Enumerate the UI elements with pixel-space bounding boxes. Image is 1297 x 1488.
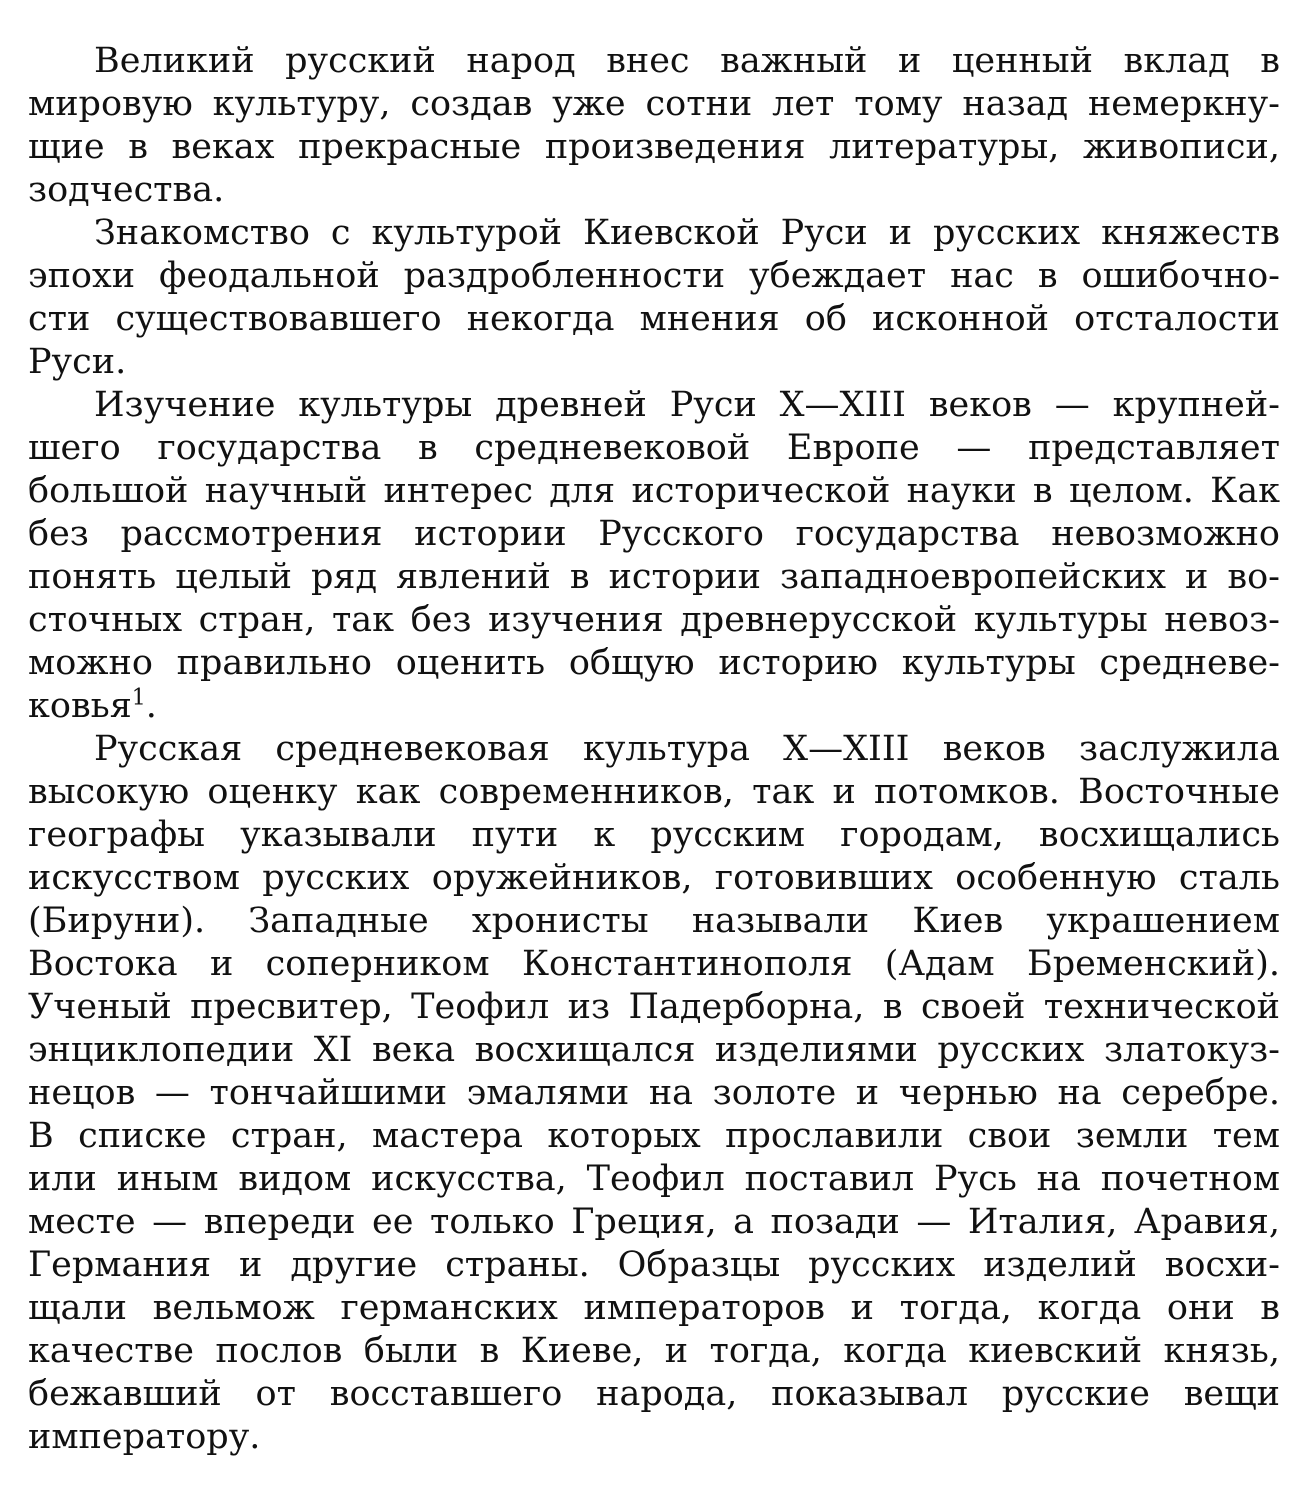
text-line: можно правильно оценить общую историю культуры средневе- [28, 643, 1280, 683]
paragraph-3 [28, 384, 1280, 728]
text-line: Великий русский народ внес важный и ценный вклад в [94, 41, 1280, 81]
text-line: Ученый пресвитер, Теофил из Падерборна, в своей технической [28, 987, 1280, 1027]
text-line: ковья [28, 686, 132, 726]
text-line: или иным видом искусства, Теофил поставил Русь на почетном [28, 1159, 1280, 1199]
text-line: качестве послов были в Киеве, и тогда, когда киевский князь, [28, 1331, 1280, 1371]
paragraph-1 [28, 40, 1280, 212]
text-line: зодчества. [28, 170, 225, 210]
text-line: сти существовавшего некогда мнения об исконной отсталости [28, 299, 1280, 339]
text-line: императору. [28, 1417, 261, 1457]
document-page [28, 40, 1280, 1459]
paragraph-2 [28, 212, 1280, 384]
text-line: нецов — тончайшими эмалями на золоте и чернью на серебре. [28, 1073, 1280, 1113]
paragraph-4 [28, 728, 1280, 1459]
text-line: географы указывали пути к русским городам, восхищались [28, 815, 1280, 855]
text-line: Германия и другие страны. Образцы русских изделий восхи- [28, 1245, 1280, 1285]
text-line: шего государства в средневековой Европе — представляет [28, 428, 1280, 468]
text-line: Знакомство с культурой Киевской Руси и русских княжеств [94, 213, 1280, 253]
text-line: энциклопедии XI века восхищался изделиями русских златокуз- [28, 1030, 1280, 1070]
text-line: большой научный интерес для исторической науки в целом. Как [28, 471, 1280, 511]
text-line: эпохи феодальной раздробленности убеждает нас в ошибочно- [28, 256, 1280, 296]
text-line: понять целый ряд явлений в истории западноевропейских и во- [28, 557, 1280, 597]
text-line: Руси. [28, 342, 127, 382]
text-line: Изучение культуры древней Руси X—XIII веков — крупней- [94, 385, 1280, 425]
text-line: высокую оценку как современников, так и потомков. Восточные [28, 772, 1280, 812]
text-line: сточных стран, так без изучения древнерусской культуры невоз- [28, 600, 1280, 640]
text-line: В списке стран, мастера которых прославили свои земли тем [28, 1116, 1280, 1156]
footnote-mark[interactable]: 1 [131, 685, 146, 711]
text-line: щали вельмож германских императоров и тогда, когда они в [28, 1288, 1280, 1328]
text-line: мировую культуру, создав уже сотни лет тому назад немеркну- [28, 84, 1280, 124]
footnote-tail: . [145, 686, 157, 726]
text-line: (Бируни). Западные хронисты называли Киев украшением [28, 901, 1280, 941]
text-line: Востока и соперником Константинополя (Адам Бременский). [28, 944, 1280, 984]
text-line-with-footnote [28, 685, 1280, 728]
text-line: бежавший от восставшего народа, показывал русские вещи [28, 1374, 1280, 1414]
text-line: месте — впереди ее только Греция, а позади — Италия, Аравия, [28, 1202, 1280, 1242]
text-line: без рассмотрения истории Русского государства невозможно [28, 514, 1280, 554]
text-line: искусством русских оружейников, готовивших особенную сталь [28, 858, 1280, 898]
text-line: щие в веках прекрасные произведения литературы, живописи, [28, 127, 1280, 167]
text-line: Русская средневековая культура X—XIII веков заслужила [94, 729, 1280, 769]
